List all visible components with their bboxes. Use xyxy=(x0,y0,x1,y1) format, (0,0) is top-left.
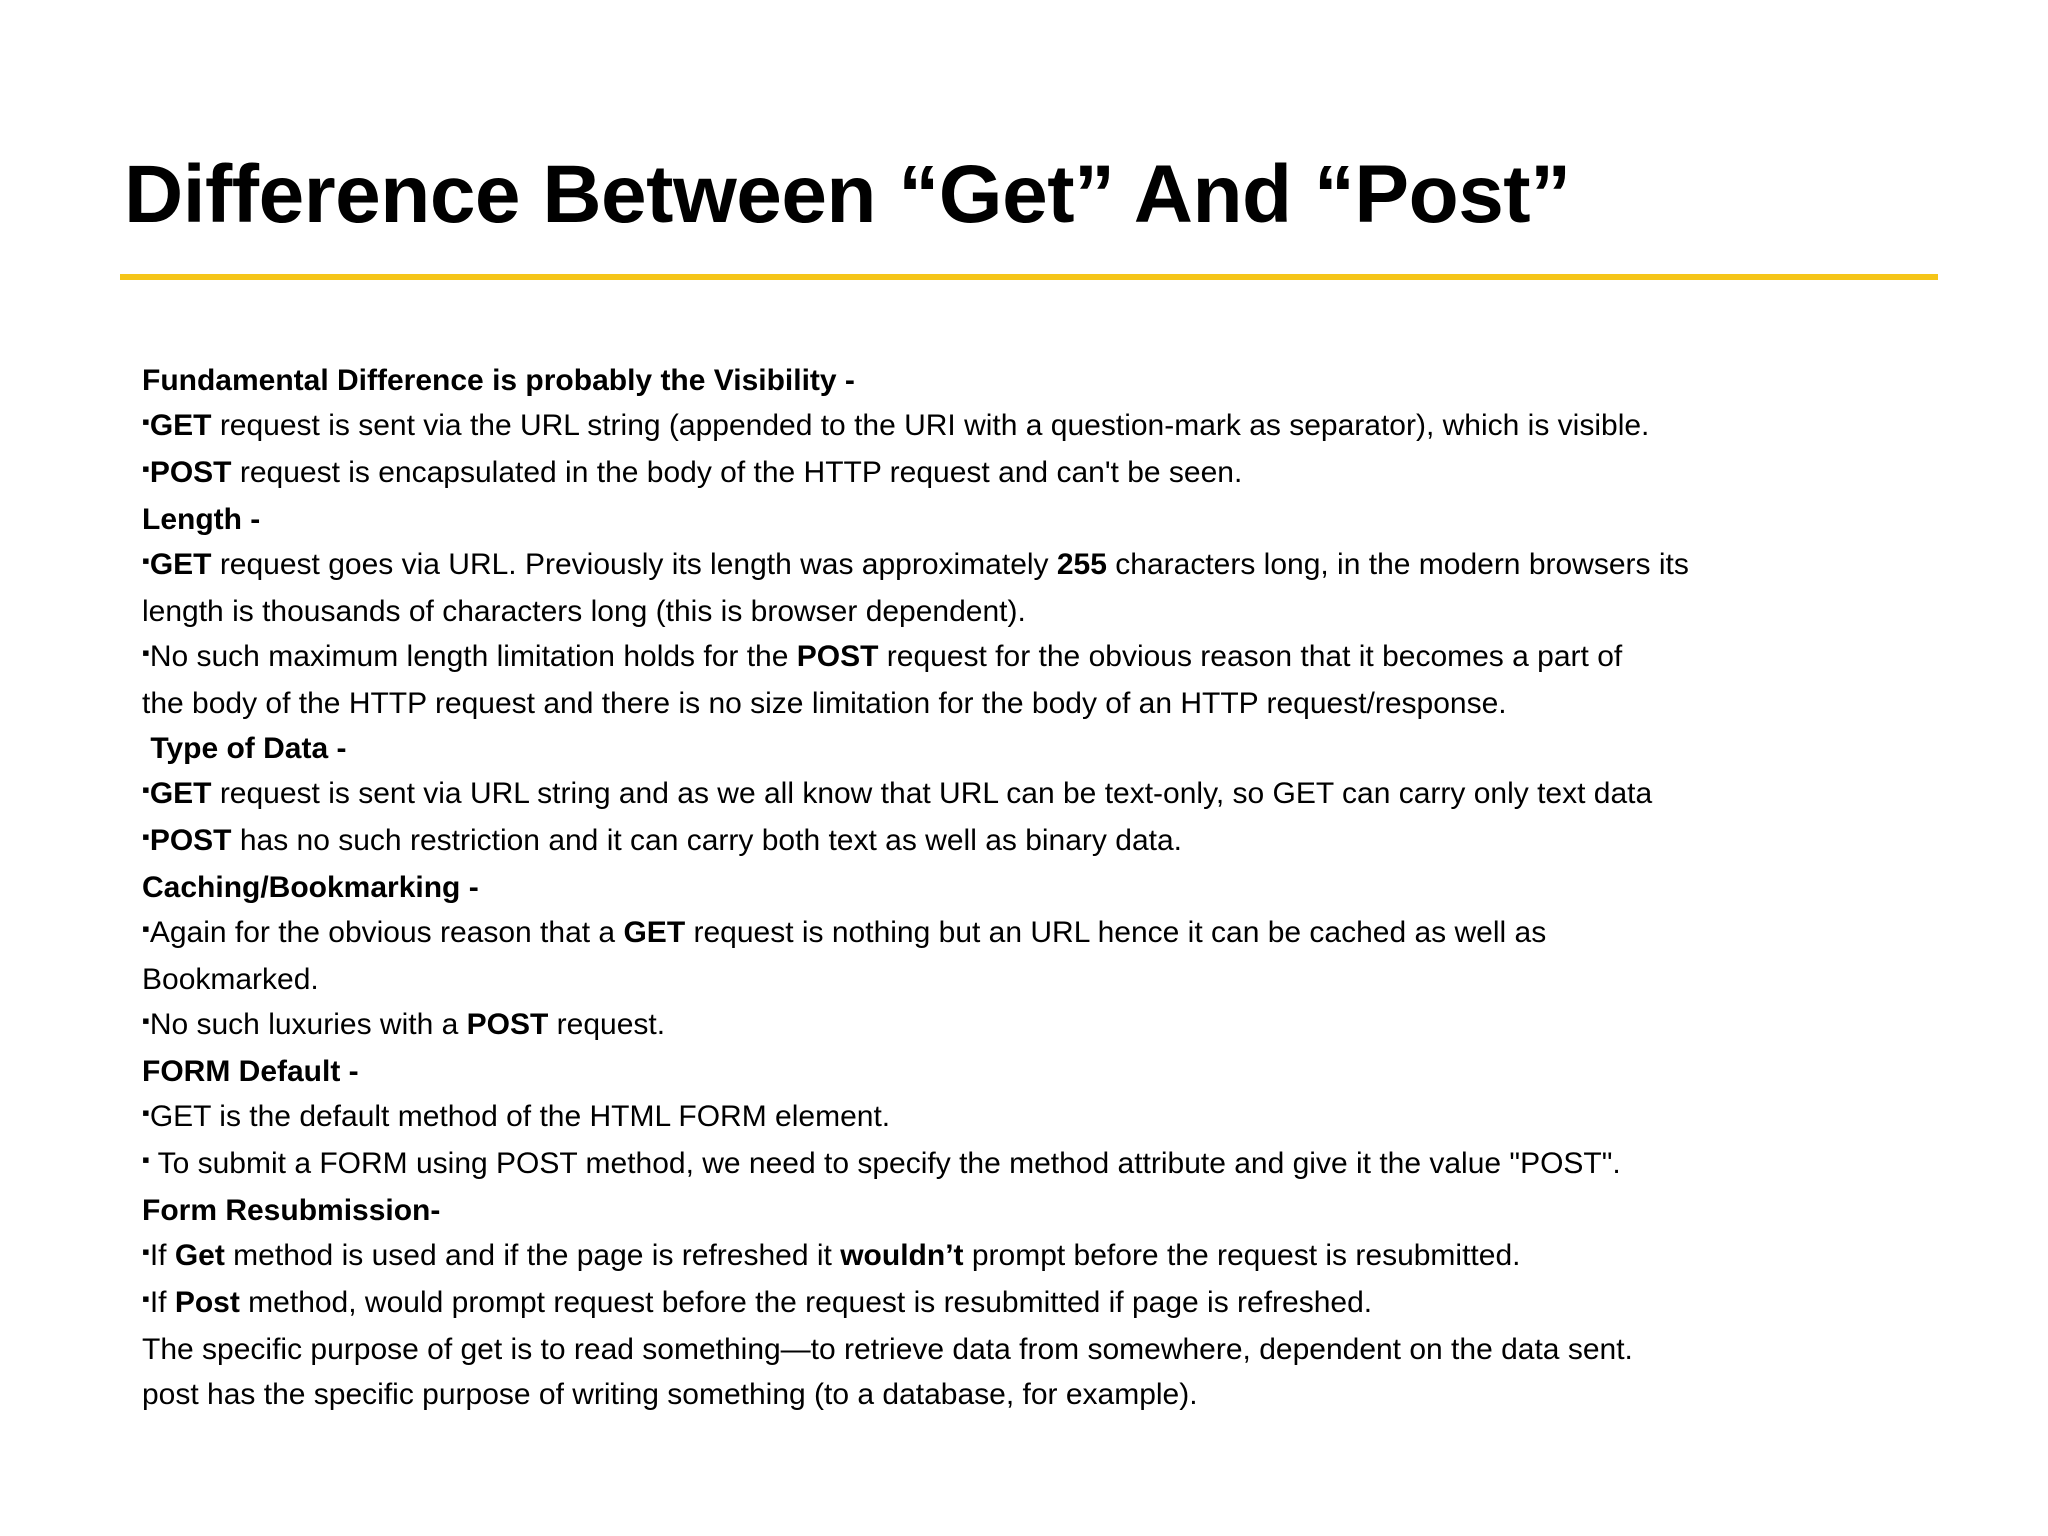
bullet-text: To submit a FORM using POST method, we need to specify the method attribute and give it the value "POST". xyxy=(149,1147,1621,1180)
section-heading-length: Length - xyxy=(142,503,261,536)
bullet-type-get xyxy=(142,771,1942,818)
keyword: POST xyxy=(149,456,232,489)
section-heading-type-of-data: Type of Data - xyxy=(142,732,347,765)
section-heading-caching: Caching/Bookmarking - xyxy=(142,871,479,904)
keyword: GET xyxy=(149,777,212,810)
bullet-text: has no such restriction and it can carry both text as well as binary data. xyxy=(231,824,1182,857)
keyword: POST xyxy=(466,1008,549,1041)
keyword: POST xyxy=(149,824,232,857)
title-divider xyxy=(120,274,1938,280)
bullet-text: method is used and if the page is refreshed it xyxy=(224,1239,841,1272)
bullet-text: No such luxuries with a xyxy=(149,1008,467,1041)
keyword: GET xyxy=(623,916,686,949)
bullet-continuation: length is thousands of characters long (this is browser dependent). xyxy=(142,595,1026,628)
keyword: GET xyxy=(149,409,212,442)
bullet-resubmission-post xyxy=(142,1280,1942,1327)
bullet-continuation: Bookmarked. xyxy=(142,963,319,996)
keyword: wouldn’t xyxy=(840,1239,964,1272)
summary-line: The specific purpose of get is to read something—to retrieve data from somewhere, dependent on the data sent. xyxy=(142,1333,1633,1366)
bullet-text: request is nothing but an URL hence it can be cached as well as xyxy=(685,916,1547,949)
bullet-text: method, would prompt request before the request is resubmitted if page is refreshed. xyxy=(239,1286,1373,1319)
bullet-resubmission-get xyxy=(142,1233,1942,1280)
section-heading-visibility: Fundamental Difference is probably the Visibility - xyxy=(142,364,855,397)
bullet-text: request for the obvious reason that it becomes a part of xyxy=(878,640,1623,673)
bullet-length-get xyxy=(142,542,1942,589)
section-heading-resubmission: Form Resubmission- xyxy=(142,1194,441,1227)
bullet-caching-get xyxy=(142,910,1942,957)
bullet-continuation: the body of the HTTP request and there is no size limitation for the body of an HTTP request/response. xyxy=(142,687,1507,720)
bullet-text: Again for the obvious reason that a xyxy=(149,916,624,949)
summary-line: post has the specific purpose of writing something (to a database, for example). xyxy=(142,1378,1198,1411)
bullet-text: request is encapsulated in the body of the HTTP request and can't be seen. xyxy=(231,456,1243,489)
slide-title: Difference Between “Get” And “Post” xyxy=(124,149,1571,240)
keyword: GET xyxy=(149,548,212,581)
bullet-text: If xyxy=(149,1239,175,1272)
bullet-caching-post xyxy=(142,1002,1942,1049)
bullet-text: No such maximum length limitation holds for the xyxy=(149,640,797,673)
bullet-visibility-post xyxy=(142,450,1942,497)
bullet-text: request. xyxy=(548,1008,666,1041)
bullet-text: request goes via URL. Previously its length was approximately xyxy=(211,548,1057,581)
bullet-form-default-get xyxy=(142,1094,1942,1141)
bullet-text: request is sent via the URL string (appended to the URI with a question-mark as separator), which is visible. xyxy=(211,409,1650,442)
keyword: Get xyxy=(174,1239,225,1272)
bullet-text: characters long, in the modern browsers its xyxy=(1106,548,1689,581)
bullet-form-default-post xyxy=(142,1141,1942,1188)
bullet-type-post xyxy=(142,818,1942,865)
keyword: POST xyxy=(796,640,879,673)
section-heading-form-default: FORM Default - xyxy=(142,1055,359,1088)
bullet-visibility-get xyxy=(142,403,1942,450)
bullet-text: GET is the default method of the HTML FORM element. xyxy=(149,1100,891,1133)
bullet-text: If xyxy=(149,1286,175,1319)
bullet-text: prompt before the request is resubmitted. xyxy=(963,1239,1521,1272)
bullet-length-post xyxy=(142,634,1942,681)
bullet-text: request is sent via URL string and as we all know that URL can be text-only, so GET can carry only text data xyxy=(211,777,1653,810)
keyword: Post xyxy=(174,1286,240,1319)
keyword-number: 255 xyxy=(1056,548,1107,581)
slide-content xyxy=(142,358,1942,1417)
